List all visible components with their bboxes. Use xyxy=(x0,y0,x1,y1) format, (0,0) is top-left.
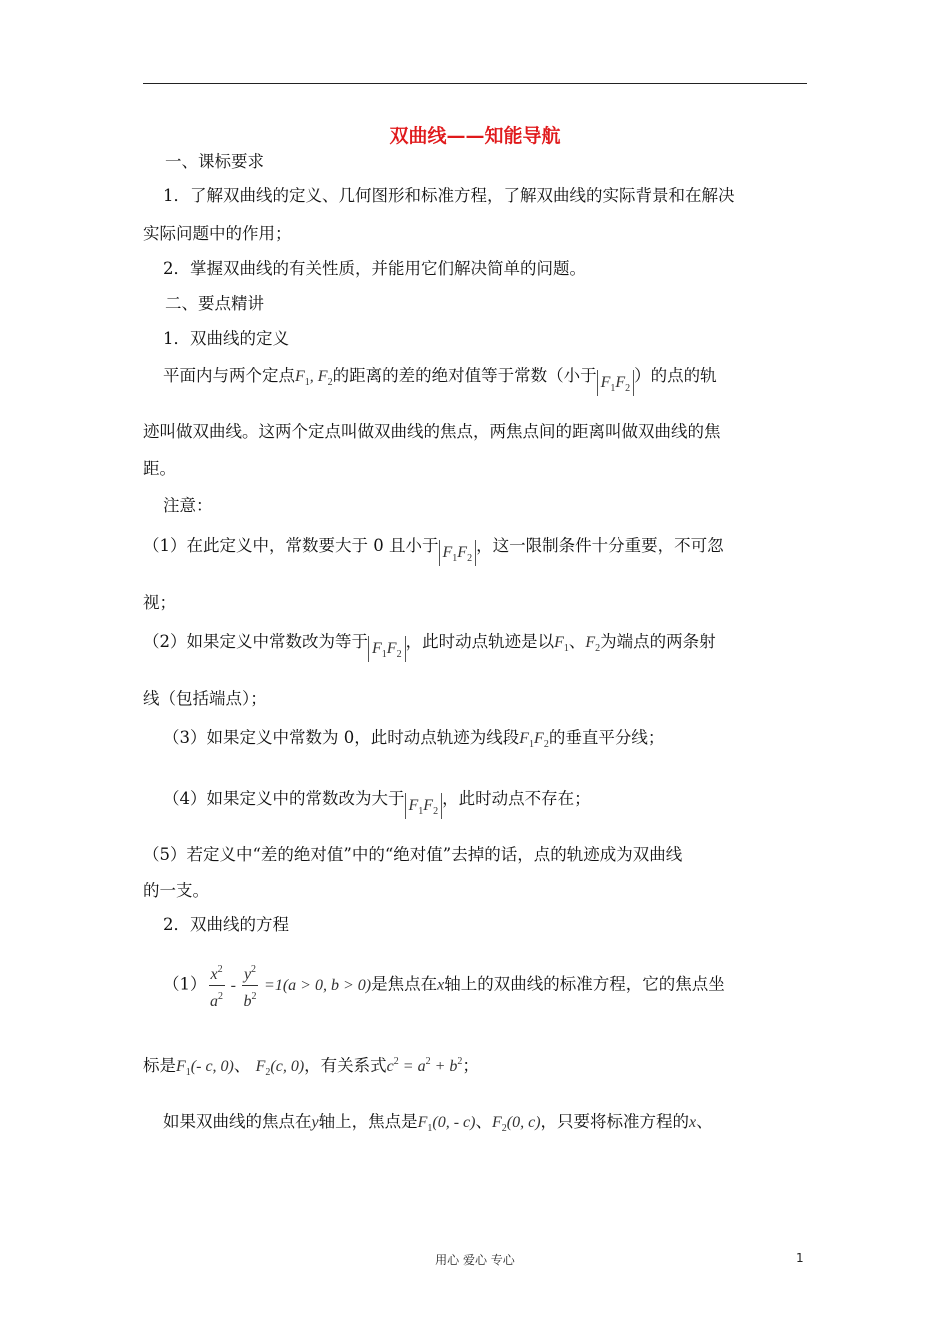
math-abs-f1f2: $F_1F_2$ xyxy=(368,636,406,662)
page-number: 1 xyxy=(796,1251,804,1265)
paragraph: 2．掌握双曲线的有关性质，并能用它们解决简单的问题。 xyxy=(163,259,586,278)
math-f2: $F_2$ xyxy=(585,634,601,654)
math-x: x xyxy=(437,976,445,994)
section-heading-1: 一、课标要求 xyxy=(165,152,264,171)
math-abs-f1f2: $F_1F_2$ xyxy=(405,793,443,819)
paragraph: 的一支。 xyxy=(143,881,209,900)
header-rule xyxy=(143,83,807,84)
paragraph: 标是$F_1(-$ c, 0)、 $F_2(c$, 0)，有关系式$c^2 = a^2 + b^2$； xyxy=(143,1056,479,1078)
math-focus-2: $F_2(0$, c) xyxy=(491,1114,541,1134)
math-f1-f2: $F_1$, $F_2$ xyxy=(295,368,333,388)
paragraph: （3）如果定义中常数为 0，此时动点轨迹为线段$F_1F_2$的垂直平分线； xyxy=(163,728,665,750)
math-hyperbola-equation: $\frac{x^2}{a^2}$ - $\frac{y^2}{b^2}$ =1(a > 0, b > 0) xyxy=(210,964,372,1010)
math-relation: $c^2 = a^2 + b^2$ xyxy=(386,1056,463,1075)
paragraph: 1．了解双曲线的定义、几何图形和标准方程，了解双曲线的实际背景和在解决 xyxy=(163,186,735,205)
section-heading-2: 二、要点精讲 xyxy=(165,294,264,313)
paragraph: 注意： xyxy=(163,496,213,515)
paragraph: （5）若定义中“差的绝对值”中的“绝对值”去掉的话，点的轨迹成为双曲线 xyxy=(143,845,683,864)
page-footer: 用心 爱心 专心 xyxy=(435,1253,515,1267)
paragraph: 实际问题中的作用； xyxy=(143,224,292,243)
math-x: x xyxy=(689,1114,697,1131)
math-y: y xyxy=(311,1114,319,1131)
paragraph: 平面内与两个定点$F_1$, $F_2$的距离的差的绝对值等于常数（小于 $F_1F_2$）的点的轨 xyxy=(163,366,717,394)
paragraph: （2）如果定义中常数改为等于 $F_1F_2$，此时动点轨迹是以$F_1$、$F_2$为端点的两条射 xyxy=(143,632,716,660)
subheading: 1．双曲线的定义 xyxy=(163,329,289,348)
paragraph: 线（包括端点）； xyxy=(143,689,267,708)
page-title: 双曲线——知能导航 xyxy=(389,125,561,147)
paragraph: （1） $\frac{x^2}{a^2}$ - $\frac{y^2}{b^2}$ =1(a > 0, b > 0)是焦点在x轴上的双曲线的标准方程，它的焦点坐 xyxy=(163,964,725,1010)
math-abs-f1f2: $F_1F_2$ xyxy=(597,370,635,396)
paragraph: 迹叫做双曲线。这两个定点叫做双曲线的焦点，两焦点间的距离叫做双曲线的焦 xyxy=(143,422,721,441)
paragraph: 视； xyxy=(143,593,176,612)
subheading: 2．双曲线的方程 xyxy=(163,915,289,934)
paragraph: （1）在此定义中，常数要大于 0 且小于 $F_1F_2$，这一限制条件十分重要，不可忽 xyxy=(143,536,724,564)
math-focus-2: $F_2(c$, 0) xyxy=(255,1058,305,1078)
paragraph: 如果双曲线的焦点在y轴上，焦点是$F_1(0$, - c)、$F_2(0$, c)，只要将标准方程的x、 xyxy=(163,1112,713,1134)
math-abs-f1f2: $F_1F_2$ xyxy=(439,540,477,566)
math-focus-1: $F_1(-$ c, 0) xyxy=(176,1058,234,1078)
math-f1: $F_1$ xyxy=(554,634,569,654)
math-focus-1: $F_1(0$, - c) xyxy=(417,1114,476,1134)
paragraph: 距。 xyxy=(143,459,176,478)
math-f1f2: $F_1F_2$ xyxy=(519,730,549,750)
paragraph: （4）如果定义中的常数改为大于 $F_1F_2$，此时动点不存在； xyxy=(163,789,591,817)
